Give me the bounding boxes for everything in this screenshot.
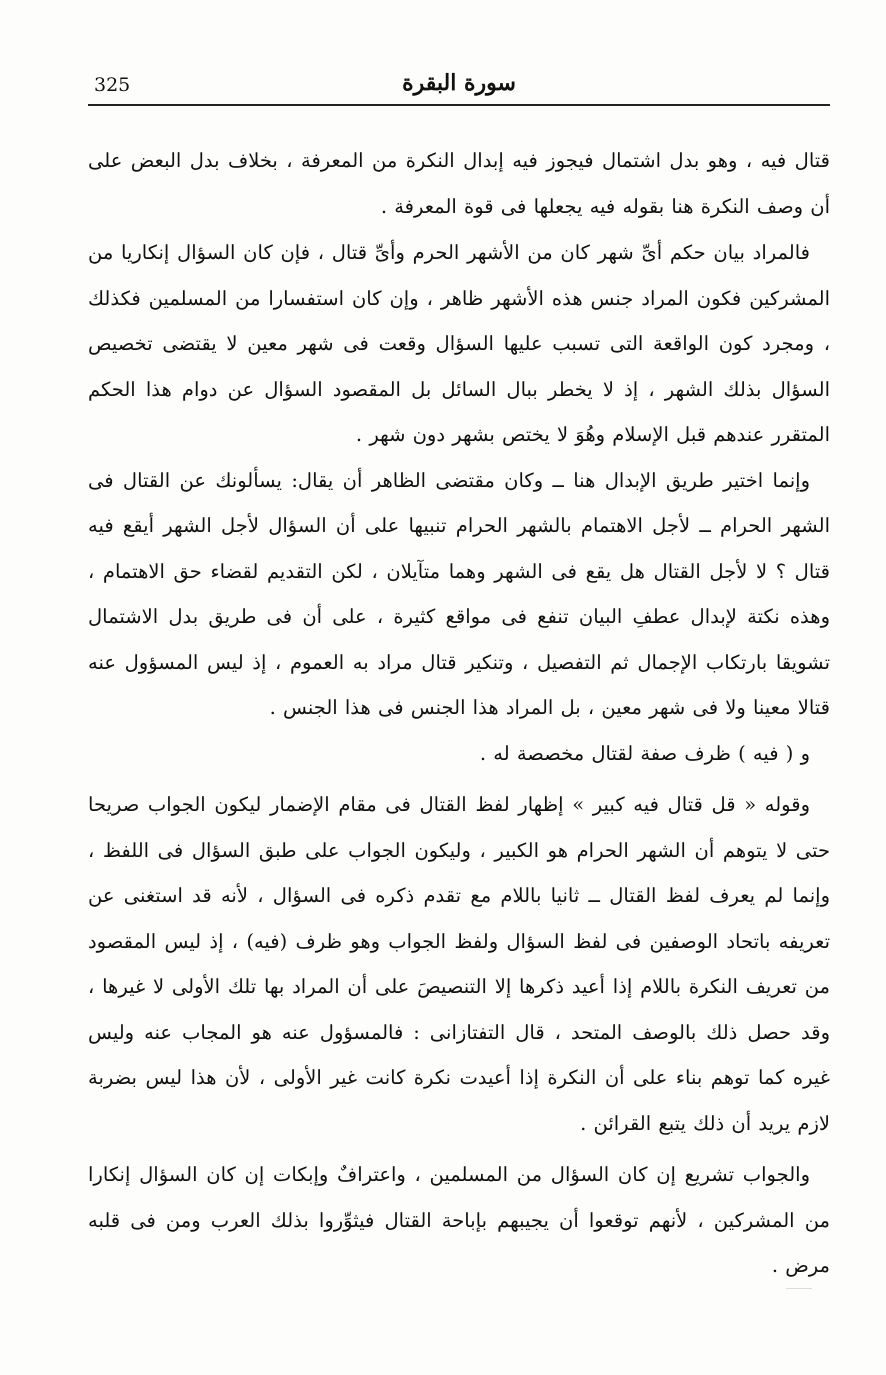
page-body bbox=[88, 138, 830, 1289]
paragraph-4: و ( فيه ) ظرف صفة لقتال مخصصة له . bbox=[479, 741, 810, 765]
header-divider bbox=[88, 104, 830, 106]
paragraph-3: وإنما اختير طريق الإبدال هنا ــ وكان مقتضى الظاهر أن يقال: يسألونك عن القتال فى الشهر الحرام ــ لأجل الاهتمام بالشهر الحرام تنبيها على أن السؤال لأجل الشهر أيقع فيه قتال ؟ لا لأجل القتال هل يقع فى الشهر وهما متآيلان ، لكن التقديم لقضاء حق الاهتمام ، وهذه نكتة لإبدال عطفِ البيان تنفع فى مواقع كثيرة ، على أن فى طريق بدل الاشتمال تشويقا بارتكاب الإجمال ثم التفصيل ، وتنكير قتال مراد به العموم ، إذ ليس المسؤول عنه قتالا معينا ولا فى شهر معين ، بل المراد هذا الجنس فى هذا الجنس . bbox=[88, 468, 830, 719]
page-number: 325 bbox=[94, 74, 131, 96]
scan-mark bbox=[786, 1280, 812, 1289]
paragraph-1: قتال فيه ، وهو بدل اشتمال فيجوز فيه إبدال النكرة من المعرفة ، بخلاف بدل البعض على أن وصف النكرة هنا بقوله فيه يجعلها فى قوة المعرفة . bbox=[88, 149, 830, 218]
page-header bbox=[88, 66, 830, 106]
paragraph-2: فالمراد بيان حكم أىِّ شهر كان من الأشهر الحرم وأىِّ قتال ، فإن كان السؤال إنكاريا من المشركين فكون المراد جنس هذه الأشهر ظاهر ، وإن كان استفسارا من المسلمين فكذلك ، ومجرد كون الواقعة التى تسبب عليها السؤال وقعت فى شهر معين لا يقتضى تخصيص السؤال بذلك الشهر ، إذ لا يخطر ببال السائل بل المقصود السؤال عن دوام هذا الحكم المتقرر عندهم قبل الإسلام وهُوَ لا يختص بشهر دون شهر . bbox=[88, 241, 830, 446]
paragraph-5: وقوله « قل قتال فيه كبير » إظهار لفظ القتال فى مقام الإضمار ليكون الجواب صريحا حتى لا يتوهم أن الشهر الحرام هو الكبير ، وليكون الجواب على طبق السؤال فى اللفظ ، وإنما لم يعرف لفظ القتال ــ ثانيا باللام مع تقدم ذكره فى السؤال ، لأنه قد استغنى عن تعريفه باتحاد الوصفين فى لفظ السؤال ولفظ الجواب وهو ظرف (فيه) ، إذ ليس المقصود من تعريف النكرة باللام إذا أعيد ذكرها إلا التنصيصَ على أن المراد بها تلك الأولى لا غيرها ، وقد حصل ذلك بالوصف المتحد ، قال التفتازانى : فالمسؤول عنه هو المجاب عنه وليس غيره كما توهم بناء على أن النكرة إذا أعيدت نكرة كانت غير الأولى ، لأن هذا ليس بضربة لازم يريد أن ذلك يتبع القرائن . bbox=[88, 793, 830, 1135]
paragraph-6: والجواب تشريع إن كان السؤال من المسلمين ، واعترافٌ وإبكات إن كان السؤال إنكارا من المشركين ، لأنهم توقعوا أن يجيبهم بإباحة القتال فيثوِّروا بذلك العرب ومن فى قلبه مرض . bbox=[88, 1163, 830, 1277]
running-title: سورة البقرة bbox=[402, 70, 516, 96]
